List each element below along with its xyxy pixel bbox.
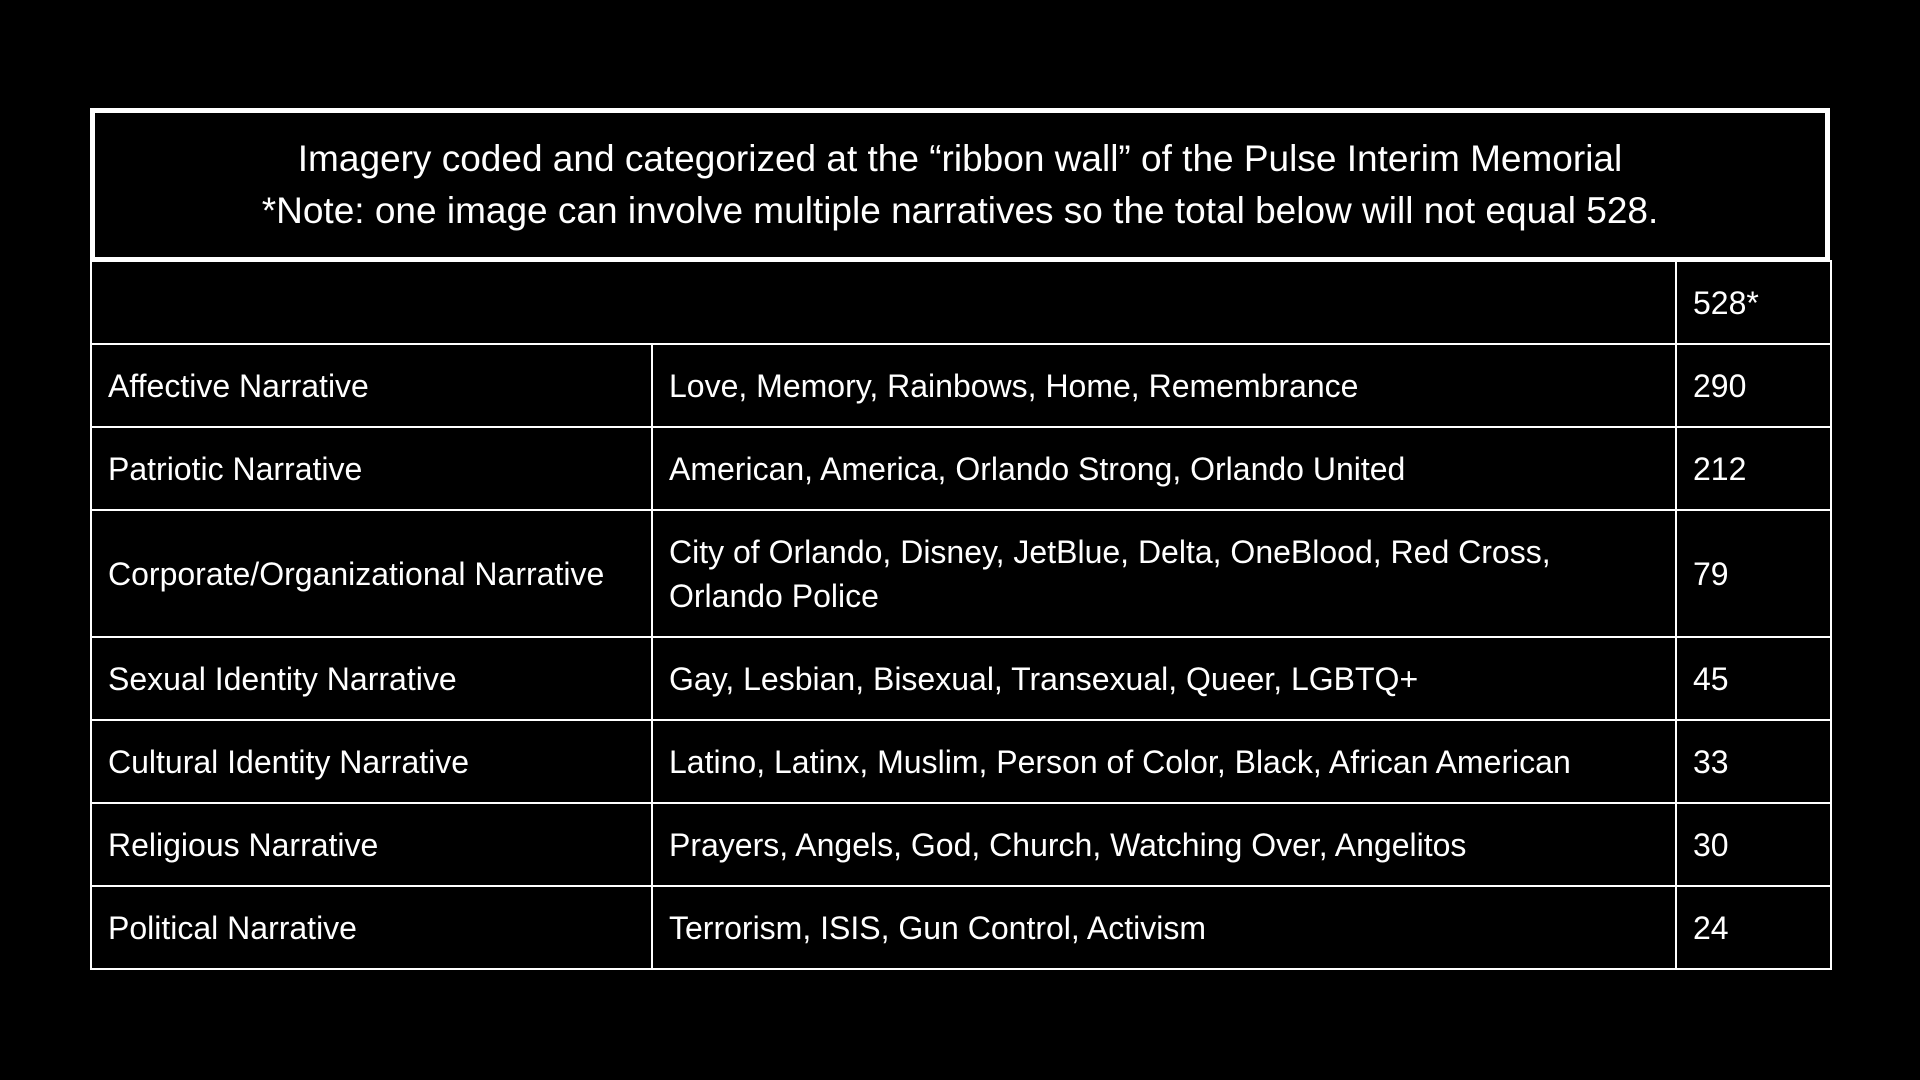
narrative-count: 30 [1676,803,1831,886]
total-row-label [91,261,1676,344]
caption-note: *Note: one image can involve multiple narratives so the total below will not equal 528. [261,190,1659,231]
total-row [91,261,1831,344]
table-caption [90,108,1830,262]
narrative-name: Corporate/Organizational Narrative [91,510,652,637]
table-row [91,427,1831,510]
narrative-count: 79 [1676,510,1831,637]
table-row [91,637,1831,720]
narrative-name: Political Narrative [91,886,652,969]
table-row [91,510,1831,637]
narrative-examples: City of Orlando, Disney, JetBlue, Delta, OneBlood, Red Cross, Orlando Police [652,510,1676,637]
narrative-examples: Latino, Latinx, Muslim, Person of Color, Black, African American [652,720,1676,803]
narrative-count: 24 [1676,886,1831,969]
narrative-count: 212 [1676,427,1831,510]
narrative-name: Sexual Identity Narrative [91,637,652,720]
narrative-name: Religious Narrative [91,803,652,886]
narrative-examples: American, America, Orlando Strong, Orlando United [652,427,1676,510]
narrative-count: 33 [1676,720,1831,803]
table-row [91,720,1831,803]
narrative-examples: Gay, Lesbian, Bisexual, Transexual, Queer, LGBTQ+ [652,637,1676,720]
narrative-examples: Love, Memory, Rainbows, Home, Remembrance [652,344,1676,427]
narrative-name: Patriotic Narrative [91,427,652,510]
caption-title: Imagery coded and categorized at the “ribbon wall” of the Pulse Interim Memorial [297,138,1623,179]
narrative-examples: Terrorism, ISIS, Gun Control, Activism [652,886,1676,969]
narrative-name: Affective Narrative [91,344,652,427]
narrative-table [90,260,1832,970]
narrative-count: 290 [1676,344,1831,427]
narrative-count: 45 [1676,637,1831,720]
table-row [91,886,1831,969]
narrative-table-container [90,108,1830,970]
table-row [91,344,1831,427]
narrative-name: Cultural Identity Narrative [91,720,652,803]
table-row [91,803,1831,886]
total-count: 528* [1676,261,1831,344]
narrative-examples: Prayers, Angels, God, Church, Watching Over, Angelitos [652,803,1676,886]
